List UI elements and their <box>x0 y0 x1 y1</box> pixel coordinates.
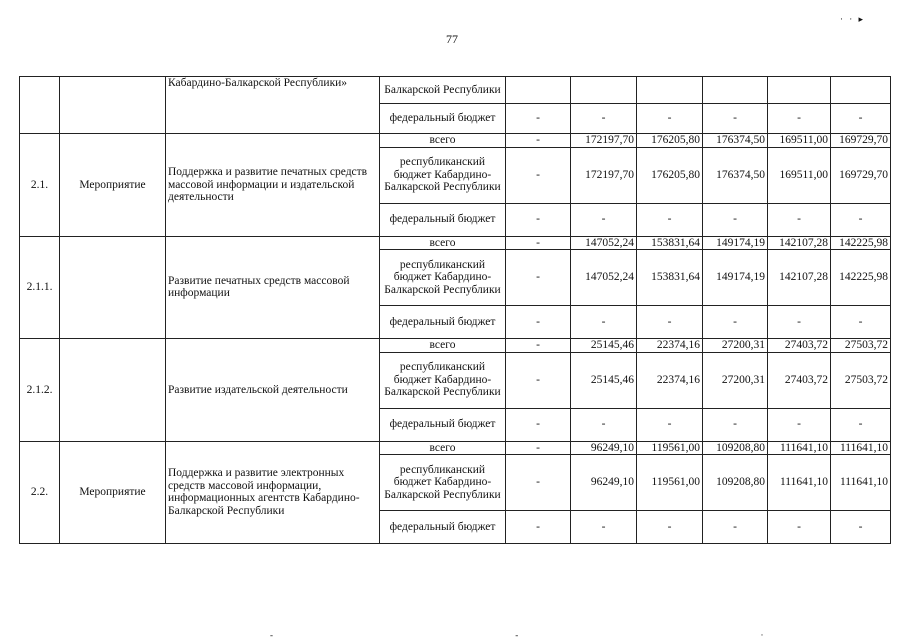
source-cell: федеральный бюджет <box>380 104 506 134</box>
value-cell: - <box>637 511 703 544</box>
value-cell: - <box>703 408 768 441</box>
value-cell: 111641,10 <box>831 455 891 511</box>
value-cell: 22374,16 <box>637 339 703 353</box>
value-cell: 27200,31 <box>703 339 768 353</box>
value-cell: 176205,80 <box>637 134 703 148</box>
value-cell: - <box>768 104 831 134</box>
value-cell: 109208,80 <box>703 441 768 455</box>
source-cell: всего <box>380 339 506 353</box>
value-cell: - <box>571 203 637 236</box>
name-cell: Кабардино-Балкарской Республики» <box>166 77 380 134</box>
value-cell: - <box>506 408 571 441</box>
source-cell: республиканский бюджет Кабардино-Балкарской Республики <box>380 352 506 408</box>
scan-bottom-marks: - - · <box>270 630 884 640</box>
type-cell <box>60 339 166 442</box>
source-cell: Балкарской Республики <box>380 77 506 104</box>
value-cell: 111641,10 <box>768 455 831 511</box>
value-cell: 169511,00 <box>768 147 831 203</box>
name-cell: Развитие печатных средств массовой информации <box>166 236 380 339</box>
value-cell: 176374,50 <box>703 134 768 148</box>
source-cell: республиканский бюджет Кабардино-Балкарской Республики <box>380 250 506 306</box>
number-cell: 2.2. <box>20 441 60 544</box>
value-cell: - <box>831 408 891 441</box>
table-body <box>20 77 891 544</box>
name-cell: Поддержка и развитие электронных средств массовой информации, информационных агентств Кабардино-Балкарской Республики <box>166 441 380 544</box>
value-cell: 169729,70 <box>831 147 891 203</box>
value-cell: - <box>703 104 768 134</box>
name-cell: Развитие издательской деятельности <box>166 339 380 442</box>
value-cell: 119561,00 <box>637 441 703 455</box>
value-cell: 142225,98 <box>831 236 891 250</box>
value-cell: - <box>506 455 571 511</box>
source-cell: федеральный бюджет <box>380 306 506 339</box>
value-cell: - <box>506 339 571 353</box>
value-cell: - <box>637 408 703 441</box>
value-cell <box>571 77 637 104</box>
table-row <box>20 441 891 455</box>
type-cell: Мероприятие <box>60 441 166 544</box>
value-cell: 149174,19 <box>703 250 768 306</box>
value-cell: - <box>506 236 571 250</box>
number-cell <box>20 77 60 134</box>
value-cell: 172197,70 <box>571 134 637 148</box>
source-cell: федеральный бюджет <box>380 408 506 441</box>
value-cell: - <box>831 306 891 339</box>
value-cell: - <box>506 134 571 148</box>
value-cell <box>637 77 703 104</box>
value-cell: 27403,72 <box>768 352 831 408</box>
value-cell: 25145,46 <box>571 352 637 408</box>
value-cell <box>768 77 831 104</box>
page-number: 77 <box>446 32 458 46</box>
type-cell <box>60 77 166 134</box>
source-cell: республиканский бюджет Кабардино-Балкарской Республики <box>380 147 506 203</box>
value-cell: 169729,70 <box>831 134 891 148</box>
number-cell: 2.1.2. <box>20 339 60 442</box>
value-cell: 142107,28 <box>768 236 831 250</box>
value-cell: - <box>506 203 571 236</box>
value-cell: 27403,72 <box>768 339 831 353</box>
type-cell <box>60 236 166 339</box>
value-cell: - <box>506 250 571 306</box>
source-cell: федеральный бюджет <box>380 203 506 236</box>
value-cell: 176374,50 <box>703 147 768 203</box>
value-cell: - <box>506 441 571 455</box>
value-cell: 142225,98 <box>831 250 891 306</box>
value-cell: - <box>506 104 571 134</box>
table-row <box>20 236 891 250</box>
value-cell: 172197,70 <box>571 147 637 203</box>
value-cell: - <box>571 306 637 339</box>
value-cell: 111641,10 <box>768 441 831 455</box>
value-cell: - <box>703 511 768 544</box>
source-cell: всего <box>380 441 506 455</box>
value-cell: 153831,64 <box>637 236 703 250</box>
value-cell: 119561,00 <box>637 455 703 511</box>
name-cell: Поддержка и развитие печатных средств массовой информации и издательской деятельности <box>166 134 380 237</box>
value-cell: 153831,64 <box>637 250 703 306</box>
value-cell: 109208,80 <box>703 455 768 511</box>
value-cell: - <box>768 511 831 544</box>
value-cell: - <box>703 203 768 236</box>
value-cell: 27200,31 <box>703 352 768 408</box>
value-cell: 147052,24 <box>571 236 637 250</box>
value-cell: 147052,24 <box>571 250 637 306</box>
value-cell: 169511,00 <box>768 134 831 148</box>
budget-table <box>19 76 891 544</box>
type-cell: Мероприятие <box>60 134 166 237</box>
value-cell <box>831 77 891 104</box>
value-cell: - <box>768 408 831 441</box>
value-cell: - <box>831 104 891 134</box>
source-cell: всего <box>380 236 506 250</box>
scan-corner-marks: · · ▸ <box>840 14 866 24</box>
value-cell: - <box>831 203 891 236</box>
source-cell: республиканский бюджет Кабардино-Балкарской Республики <box>380 455 506 511</box>
value-cell: 25145,46 <box>571 339 637 353</box>
value-cell: - <box>637 203 703 236</box>
value-cell: - <box>831 511 891 544</box>
value-cell: - <box>506 352 571 408</box>
value-cell: - <box>571 511 637 544</box>
value-cell: 111641,10 <box>831 441 891 455</box>
value-cell: - <box>768 306 831 339</box>
value-cell: - <box>571 104 637 134</box>
value-cell: - <box>768 203 831 236</box>
value-cell: - <box>637 306 703 339</box>
value-cell: - <box>703 306 768 339</box>
table-row <box>20 339 891 353</box>
number-cell: 2.1. <box>20 134 60 237</box>
source-cell: федеральный бюджет <box>380 511 506 544</box>
value-cell: 27503,72 <box>831 339 891 353</box>
value-cell: 176205,80 <box>637 147 703 203</box>
value-cell: 149174,19 <box>703 236 768 250</box>
number-cell: 2.1.1. <box>20 236 60 339</box>
source-cell: всего <box>380 134 506 148</box>
table-row <box>20 77 891 104</box>
table-row <box>20 134 891 148</box>
value-cell: - <box>506 511 571 544</box>
value-cell: 96249,10 <box>571 441 637 455</box>
value-cell: 22374,16 <box>637 352 703 408</box>
value-cell: - <box>506 147 571 203</box>
value-cell: 27503,72 <box>831 352 891 408</box>
value-cell: - <box>571 408 637 441</box>
value-cell: 96249,10 <box>571 455 637 511</box>
value-cell <box>506 77 571 104</box>
value-cell: - <box>637 104 703 134</box>
value-cell <box>703 77 768 104</box>
value-cell: - <box>506 306 571 339</box>
value-cell: 142107,28 <box>768 250 831 306</box>
